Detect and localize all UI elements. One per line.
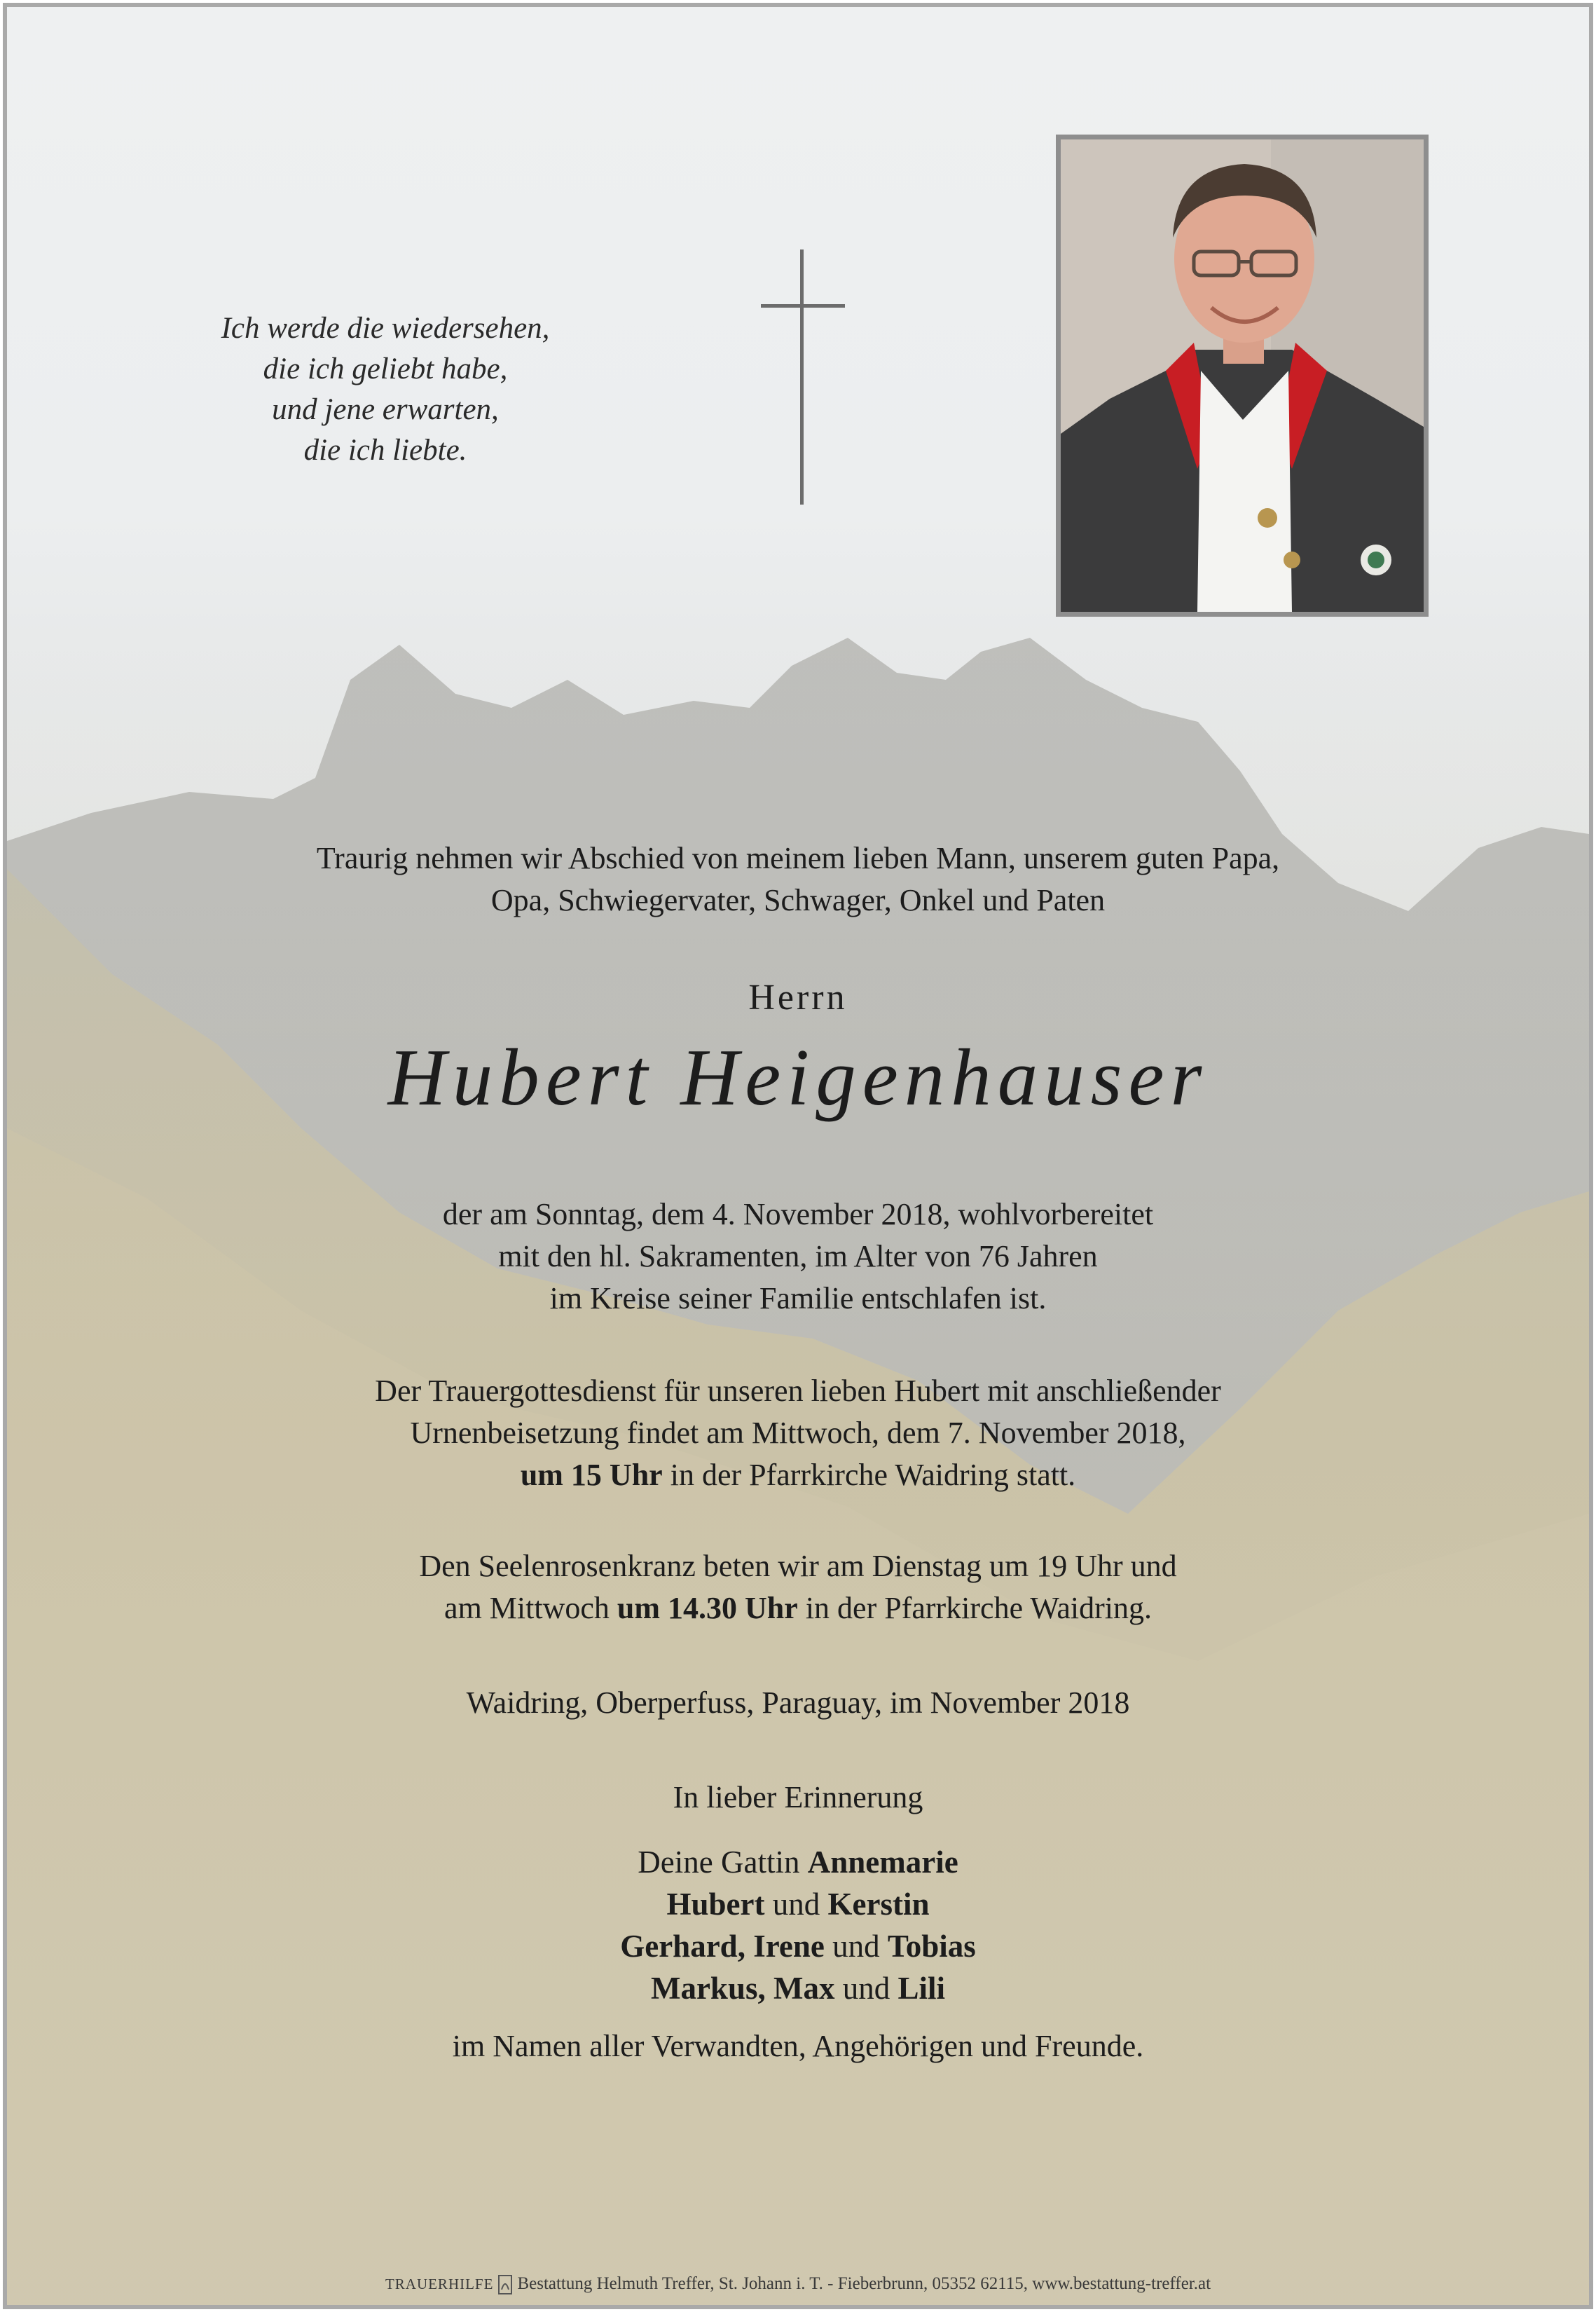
family-name: Markus, Max [650,1971,835,2006]
family-text: Deine Gattin [638,1845,808,1880]
footer-text: Bestattung Helmuth Treffer, St. Johann i. T. - Fieberbrunn, 05352 62115, www.bestattung-treffer.at [517,2274,1211,2293]
memory-heading: In lieber Erinnerung [673,1780,923,1814]
deceased-name: Hubert Heigenhauser [387,1033,1209,1122]
trauerhilfe-logo-icon [497,2274,513,2295]
announcement-intro [98,837,1498,922]
service-line: Urnenbeisetzung findet am Mittwoch, dem 7. November 2018, [410,1416,1186,1450]
closing-line: im Namen aller Verwandten, Angehörigen und Freunde. [452,2029,1144,2063]
family-text: und [824,1929,888,1964]
rosary-day: am Mittwoch [444,1591,617,1625]
rosary-time: um 14.30 Uhr [617,1591,798,1625]
family-name: Kerstin [827,1887,930,1922]
footer-brand: TRAUERHILFE [385,2276,494,2292]
family-text: und [764,1887,828,1922]
rosary-line: Den Seelenrosenkranz beten wir am Dienstag um 19 Uhr und [419,1549,1177,1583]
service-location: in der Pfarrkirche Waidring statt. [662,1458,1076,1492]
death-line: mit den hl. Sakramenten, im Alter von 76 Jahren [498,1239,1098,1273]
funeral-home-footer [210,2273,1386,2295]
intro-line: Opa, Schwiegervater, Schwager, Onkel und Paten [490,883,1106,917]
family-name: Lili [897,1971,946,2006]
service-line [98,1454,1498,1496]
service-time: um 15 Uhr [520,1458,663,1492]
family-name: Gerhard, Irene [620,1929,825,1964]
funeral-service-info [98,1370,1498,1496]
family-row [98,1841,1498,1883]
intro-line: Traurig nehmen wir Abschied von meinem lieben Mann, unserem guten Papa, [316,841,1280,875]
family-row [98,1925,1498,1967]
family-row [98,1967,1498,2009]
rosary-line [98,1587,1498,1629]
verse-line: und jene erwarten, [272,393,499,426]
verse-line: die ich geliebt habe, [263,353,508,385]
family-row [98,1883,1498,1925]
salutation: Herrn [748,978,848,1018]
place-date: Waidring, Oberperfuss, Paraguay, im November 2018 [466,1685,1130,1720]
verse-line: Ich werde die wiedersehen, [221,312,550,345]
death-notice [98,1193,1498,1320]
family-members [98,1841,1498,2009]
portrait-image [1061,139,1424,612]
family-name: Annemarie [807,1845,958,1880]
death-line: der am Sonntag, dem 4. November 2018, wohlvorbereitet [442,1197,1154,1231]
family-name: Tobias [887,1929,976,1964]
cross-icon [761,249,845,505]
verse-line: die ich liebte. [303,434,467,467]
portrait-photo [1056,135,1429,617]
family-name: Hubert [666,1887,765,1922]
family-text: und [834,1971,898,2006]
service-line: Der Trauergottesdienst für unseren lieben Hubert mit anschließender [375,1374,1221,1408]
death-line: im Kreise seiner Familie entschlafen ist. [549,1281,1047,1315]
rosary-info [98,1545,1498,1629]
memorial-verse [140,308,631,471]
rosary-location: in der Pfarrkirche Waidring. [797,1591,1152,1625]
